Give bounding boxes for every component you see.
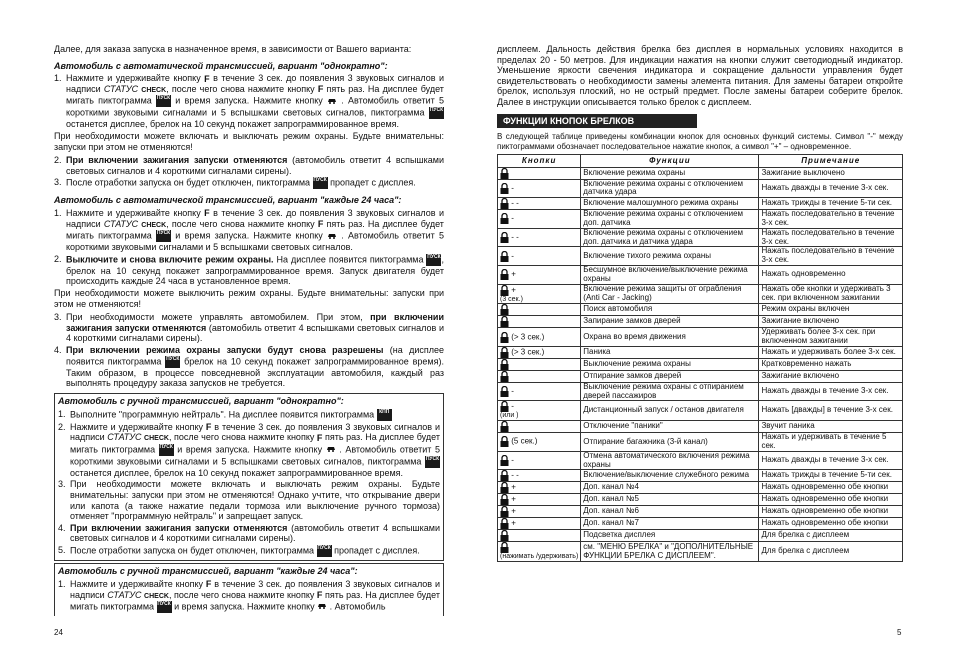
keys-text: (5 сек.) [511,437,538,447]
table-intro: В следующей таблице приведены комбинации кнопок для основных функций системы. Символ "-" между пиктограммами обозначает последовательное нажатие кнопок, а символ "+" – одновременное. [497,132,903,151]
section-auto-24h-title: Автомобиль с автоматической трансмиссией, вариант "каждые 24 часа": [54,195,402,206]
f-key-icon: F [317,219,324,230]
lock-icon [500,371,509,382]
note-cell: Нажать и удерживать в течение 5 сек. [759,433,903,452]
table-row [498,494,903,506]
lock-icon [500,482,509,493]
function-cell: Доп. канал №7 [581,518,759,530]
lock-icon [500,332,509,343]
table-row [498,328,903,347]
note-cell: Нажать трижды в течение 5-ти сек. [759,198,903,210]
function-cell: Выключение режима охраны с отпиранием дверей пассажиров [581,382,759,401]
keys-cell [498,542,581,562]
lock-icon [500,285,509,296]
lock-icon [500,470,509,481]
keys-text: + [511,269,516,279]
table-row [498,370,903,382]
car-key-icon [326,444,336,455]
note-cell: Нажать [дважды] в течение 3-х сек. [759,401,903,421]
section-auto-24h-note: При необходимости можете выключить режим охраны. Будьте внимательны: запуски при этом не отменяются! [54,288,444,309]
keys-cell [498,494,581,506]
note-cell: Кратковременно нажать [759,358,903,370]
lock-icon [500,401,509,412]
section-auto-24h-steps [54,208,444,287]
keys-cell [498,421,581,433]
list-item: 1. Нажмите и удерживайте кнопку F в течение 3 сек. до появления 3 звуковых сигналов и надписи СТАТУС CHECK, после чего снова нажмите кнопку F пять раз. На дисплее будет мигать пиктограмма ПУСК и время запуска. Нажмите кнопку . Автомобиль [58,578,440,612]
keys-cell [498,530,581,542]
lock-icon [500,542,509,553]
keys-text: (> 3 сек.) [511,347,545,357]
lock-icon [500,269,509,280]
note-cell: Для брелка с дисплеем [759,542,903,562]
header-notes: Примечание [759,155,903,167]
timer-24h-pictogram-icon: ПУСК [165,356,180,368]
table-row [498,198,903,210]
lock-icon [500,455,509,466]
note-cell: Нажать последовательно в течение 3-х сек. [759,228,903,247]
timer-start-pictogram-icon: ПУСК [156,230,171,242]
keys-cell [498,433,581,452]
note-cell: Нажать одновременно обе кнопки [759,482,903,494]
lock-icon [500,436,509,447]
keys-cell [498,198,581,210]
keys-cell [498,482,581,494]
keys-text: (> 3 сек.) [511,332,545,342]
function-cell: Отпирание замков дверей [581,370,759,382]
left-intro: Далее, для заказа запуска в назначенное время, в зависимости от Вашего варианта: [54,44,412,54]
keys-text: - - [511,470,519,480]
list-item: 4. При включении зажигания запуски отменяются (автомобиль ответит 4 вспышками световых сигналов и 4 короткими сигналами сирены). [58,522,440,544]
note-cell: Зажигание выключено [759,167,903,179]
list-item: 3. При необходимости можете управлять автомобилем. При этом, при включении зажигания запуски отменяются (автомобиль ответит 4 вспышками световых сигналов и 4 короткими сигналами сирены). [54,312,444,344]
timer-start-pictogram-icon: ПУСК [313,177,328,189]
keys-cell [498,506,581,518]
section-manual-once-box [54,393,444,561]
function-cell: Отпирание багажника (3-й канал) [581,433,759,452]
lock-icon [500,494,509,505]
function-cell: Запирание замков дверей [581,316,759,328]
timer-start-pictogram-icon: ПУСК [425,456,440,468]
note-cell: Нажать дважды в течение 3-х сек. [759,451,903,470]
table-row [498,421,903,433]
function-cell: Включение/выключение служебного режима [581,470,759,482]
keys-text: - [511,251,514,261]
lock-icon [500,506,509,517]
note-cell: Нажать одновременно обе кнопки [759,494,903,506]
lock-icon [500,213,509,224]
left-page [54,44,444,661]
right-intro: дисплеем. Дальность действия брелка без дисплея в нормальных условиях находится в пределах 20 - 50 метров. Для индикации нажатия на кнопки служит светодиодный индикатор. Уменьшение яркости свечения индикатора и сокращение дальности управления будет свидетельствовать о необходимости замены элемента питания. Для замены батареи откройте брелок, используя плоский, но не острый предмет. После замены батареи соберите брелок. Далее в инструкции описывается только брелок с дисплеем. [497,44,903,108]
keys-text: + [511,494,516,504]
list-item: 1. Выполните "программную нейтраль". На дисплее появится пиктограмма КПП [58,409,440,421]
lock-icon [500,421,509,432]
list-item: 2. Нажмите и удерживайте кнопку F в течение 3 сек. до появления 3 звуковых сигналов и надписи СТАТУС CHECK, после чего снова нажмите кнопку F пять раз. На дисплее будет мигать пиктограмма ПУСК и время запуска. Нажмите кнопку . Автомобиль ответит 5 короткими звуковыми сигналами и 5 вспышками световых сигналов, пиктограмма ПУСК останется дисплее, брелок на 10 секунд покажет запрограммированное время. [58,421,440,478]
table-row [498,506,903,518]
note-cell: Зажигание включено [759,370,903,382]
car-key-icon [317,601,327,612]
section-auto-once-title: Автомобиль с автоматической трансмиссией, вариант "однократно": [54,60,388,71]
keys-text: + [511,518,516,528]
table-row [498,451,903,470]
table-row [498,284,903,304]
keys-cell [498,179,581,198]
function-cell: Отключение "паники" [581,421,759,433]
keys-cell [498,382,581,401]
lock-icon [500,347,509,358]
note-cell: Звучит паника [759,421,903,433]
function-cell: Паника [581,346,759,358]
keys-text: + [511,285,516,295]
timer-24h-pictogram-icon: ПУСК [426,254,441,266]
table-row [498,542,903,562]
keys-cell [498,451,581,470]
keys-subtext: (нажимать /удерживать) [500,553,579,561]
table-row [498,228,903,247]
keys-text: - - [511,198,519,208]
lock-icon [500,316,509,327]
function-cell: Доп. канал №6 [581,506,759,518]
lock-icon [500,304,509,315]
function-cell: Включение режима защиты от ограбления (Anti Car - Jacking) [581,284,759,304]
f-key-icon: F [204,208,210,219]
function-cell: Включение малошумного режима охраны [581,198,759,210]
list-item: 3. При необходимости можете включать и выключать режим охраны. Будьте внимательны: запуски при этом не отменяются! Однако учтите, что открывание двери или капота (а также нажатие педали тормоза или выключение ручного тормоза) отменяет "программную нейтраль" и запрещает запуск. [58,479,440,522]
table-row [498,265,903,284]
function-cell: Включение режима охраны [581,167,759,179]
keys-cell [498,328,581,347]
table-body [498,167,903,561]
table-row [498,518,903,530]
keys-subtext: (или ) [500,412,519,420]
f-key-icon: F [316,589,323,600]
function-cell: Включение режима охраны с отключением датчика удара [581,179,759,198]
keys-subtext: (3 сек.) [500,295,523,303]
keys-text: - [511,386,514,396]
note-cell: Нажать обе кнопки и удерживать 3 сек. при включенном зажигании [759,284,903,304]
keys-cell [498,358,581,370]
f-key-icon: F [205,578,212,589]
table-row [498,530,903,542]
lock-icon [500,198,509,209]
table-row [498,316,903,328]
lock-icon [500,251,509,262]
keys-cell [498,210,581,229]
left-page-number: 24 [54,628,63,637]
function-cell: Подсветка дисплея [581,530,759,542]
lock-icon [500,232,509,243]
section-title: ФУНКЦИИ КНОПОК БРЕЛКОВ [497,114,697,129]
lock-icon [500,359,509,370]
table-row [498,167,903,179]
timer-start-pictogram-icon: ПУСК [156,95,171,107]
right-page-number: 5 [897,628,902,637]
list-item: 3. После отработки запуска он будет отключен, пиктограмма ПУСК пропадет с дисплея. [54,177,416,188]
function-cell: Включение режима охраны с отключением доп. датчика и датчика удара [581,228,759,247]
table-row [498,358,903,370]
function-cell: Доп. канал №4 [581,482,759,494]
list-item: 5. После отработки запуска он будет отключен, пиктограмма ПУСК пропадет с дисплея. [58,544,420,556]
function-cell: Дистанционный запуск / останов двигателя [581,401,759,421]
function-cell: Отмена автоматического включения режима охраны [581,451,759,470]
header-keys: Кнопки [498,155,581,167]
header-functions: Функции [581,155,759,167]
table-row [498,346,903,358]
note-cell: Нажать последовательно в течение 3-х сек. [759,210,903,229]
section-manual-24h-box [54,563,444,616]
f-key-icon: F [205,421,212,432]
function-cell: Бесшумное включение/выключение режима охраны [581,265,759,284]
keys-cell [498,346,581,358]
note-cell: Нажать одновременно обе кнопки [759,518,903,530]
keys-text: - [511,214,514,224]
keys-cell [498,401,581,421]
note-cell: Нажать дважды в течение 3-х сек. [759,382,903,401]
table-row [498,179,903,198]
table-row [498,382,903,401]
timer-start-pictogram-icon: ПУСК [159,444,174,456]
functions-table [497,154,903,562]
note-cell: Нажать одновременно обе кнопки [759,506,903,518]
keys-cell [498,284,581,304]
table-row [498,433,903,452]
table-row [498,470,903,482]
lock-icon [500,386,509,397]
keys-text: - - [511,232,519,242]
table-row [498,401,903,421]
function-cell: Доп. канал №5 [581,494,759,506]
list-item: 2. Выключите и снова включите режим охраны. На дисплее появится пиктограмма ПУСК, брелок на 10 секунд покажет запрограммированное время. Запуск двигателя будет происходить каждые 24 часа в установленное время. [54,253,444,287]
f-key-icon: F [317,84,324,95]
note-cell: Удерживать более 3-х сек. при включенном зажигании [759,328,903,347]
keys-cell [498,470,581,482]
list-item: 1. Нажмите и удерживайте кнопку F в течение 3 сек. до появления 3 звуковых сигналов и надписи СТАТУС CHECK, после чего снова нажмите кнопку F пять раз. На дисплее будет мигать пиктограмма ПУСК и время запуска. Нажмите кнопку . Автомобиль ответит 5 короткими звуковыми сигналами и 5 вспышками световых сигналов, пиктограмма ПУСК останется дисплее, брелок на 10 секунд покажет запрограммированное время. [54,73,444,130]
timer-start-pictogram-icon: ПУСК [429,107,444,119]
note-cell: Нажать дважды в течение 3-х сек. [759,179,903,198]
keys-text: + [511,506,516,516]
keys-cell [498,518,581,530]
f-key-icon: F [316,432,323,443]
function-cell: Охрана во время движения [581,328,759,347]
table-row [498,247,903,266]
lock-icon [500,168,509,179]
car-key-icon [327,231,337,242]
table-row [498,482,903,494]
function-cell: см. "МЕНЮ БРЕЛКА" и "ДОПОЛНИТЕЛЬНЫЕ ФУНКЦИИ БРЕЛКА С ДИСПЛЕЕМ". [581,542,759,562]
function-cell: Включение тихого режима охраны [581,247,759,266]
keys-text: - [511,183,514,193]
lock-icon [500,183,509,194]
function-cell: Включение режима охраны с отключением доп. датчика [581,210,759,229]
neutral-pictogram-icon: КПП [377,409,392,421]
function-cell: Поиск автомобиля [581,304,759,316]
car-key-icon [327,96,337,107]
right-page [497,44,903,661]
note-cell: Нажать трижды в течение 5-ти сек. [759,470,903,482]
note-cell: Режим охраны включен [759,304,903,316]
table-row [498,210,903,229]
function-cell: Выключение режима охраны [581,358,759,370]
keys-cell [498,167,581,179]
table-header-row [498,155,903,167]
table-row [498,304,903,316]
f-key-icon: F [204,73,210,84]
note-cell: Нажать последовательно в течение 3-х сек. [759,247,903,266]
keys-text: - [511,455,514,465]
list-item: 4. При включении режима охраны запуски будут снова разрешены (на дисплее появится пиктограмма ПУСК брелок на 10 секунд покажет запрограммированное время). Таким образом, в процессе повседневной эксплуатации автомобиля, каждый раз выполнять процедуру заказа запусков не требуется. [54,345,445,389]
note-cell: Нажать и удерживать более 3-х сек. [759,346,903,358]
timer-start-pictogram-icon: ПУСК [317,545,332,557]
keys-cell [498,265,581,284]
keys-cell [498,316,581,328]
section-manual-24h-title: Автомобиль с ручной трансмиссией, вариант "каждые 24 часа": [58,565,358,576]
section-manual-once-title: Автомобиль с ручной трансмиссией, вариант "однократно": [58,395,344,406]
keys-cell [498,228,581,247]
list-item: 2. При включении зажигания запуски отменяются (автомобиль ответит 4 вспышками световых сигналов и 4 короткими сигналами сирены). [54,155,444,176]
list-item: 1. Нажмите и удерживайте кнопку F в течение 3 сек. до появления 3 звуковых сигналов и надписи СТАТУС CHECK, после чего снова нажмите кнопку F пять раз. На дисплее будет мигать пиктограмма ПУСК и время запуска. Нажмите кнопку . Автомобиль ответит 5 короткими звуковыми сигналами и 5 вспышками световых сигналов. [54,208,444,253]
note-cell: Для брелка с дисплеем [759,530,903,542]
note-cell: Нажать одновременно [759,265,903,284]
section-auto-once-steps [54,73,444,130]
lock-icon [500,518,509,529]
note-cell: Зажигание включено [759,316,903,328]
lock-icon [500,530,509,541]
keys-cell [498,304,581,316]
keys-text: - [511,402,514,412]
keys-cell [498,247,581,266]
timer-start-pictogram-icon: ПУСК [157,601,172,613]
section-auto-once-note: При необходимости можете включать и выключать режим охраны. Будьте внимательны: запуски при этом не отменяются! [54,131,444,152]
keys-text: + [511,482,516,492]
keys-cell [498,370,581,382]
